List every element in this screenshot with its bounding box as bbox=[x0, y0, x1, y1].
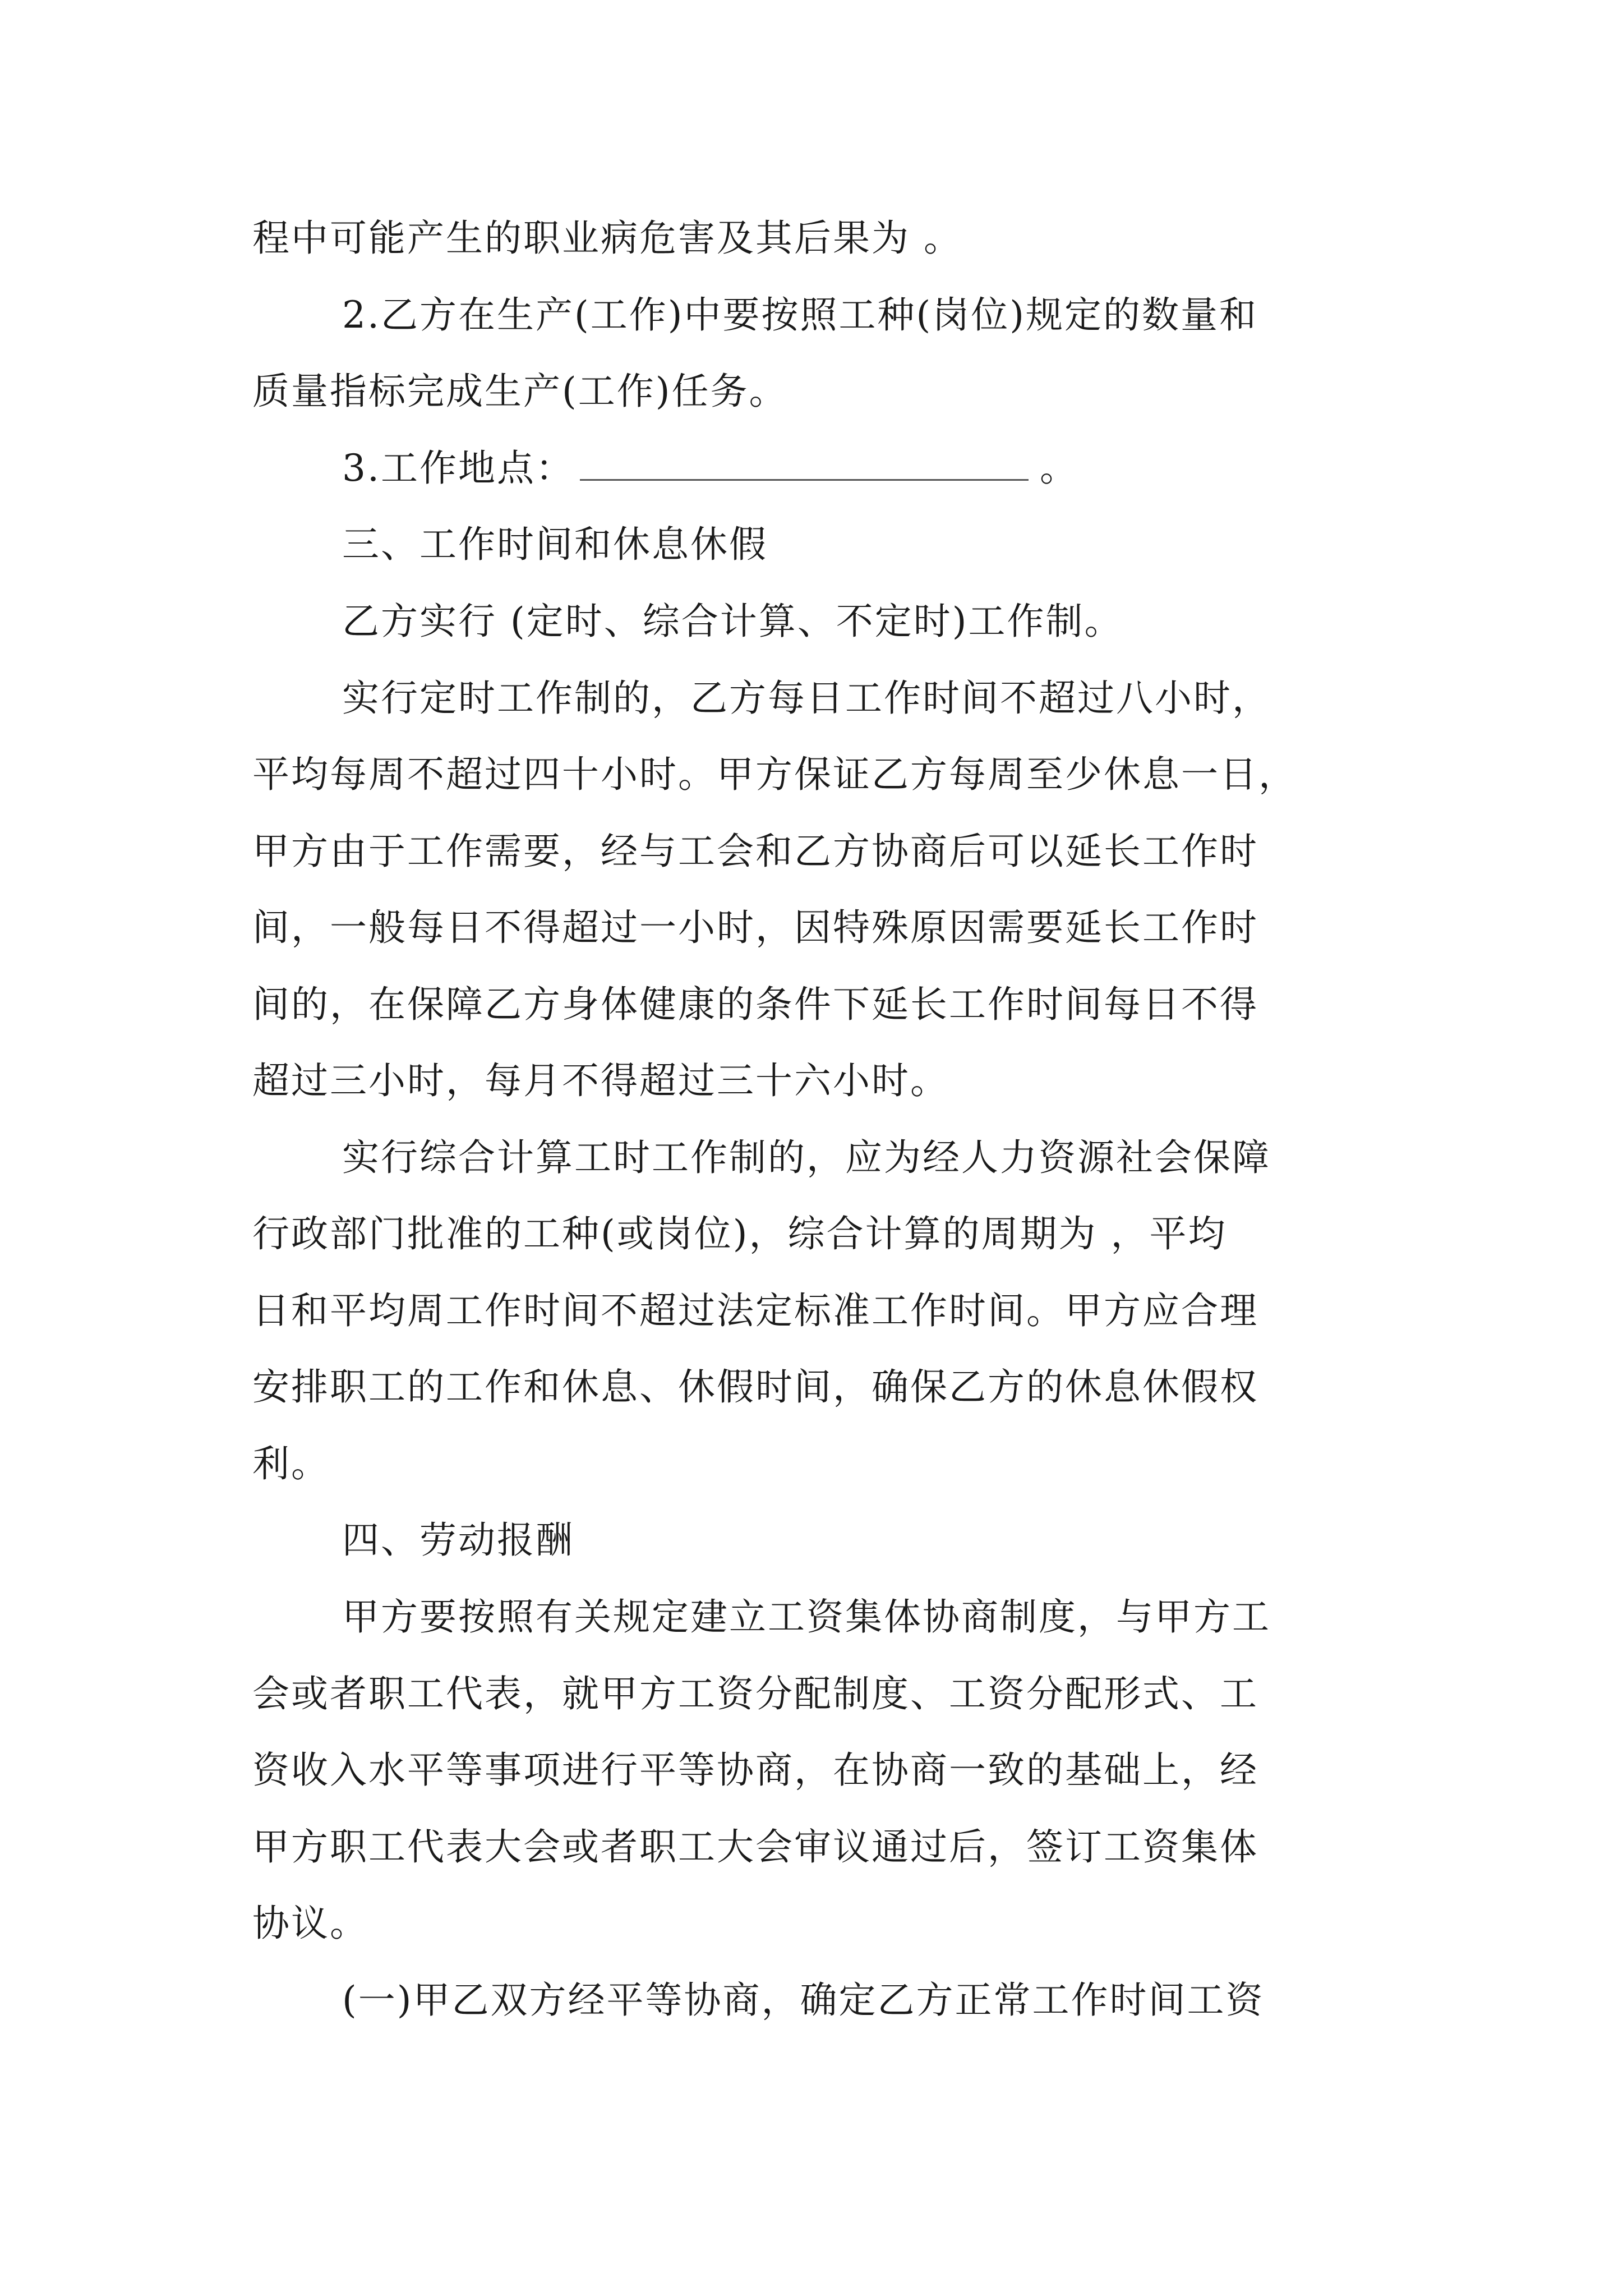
text-line: 利。 bbox=[252, 1442, 330, 1485]
text-line: 实行综合计算工时工作制的，应为经人力资源社会保障 bbox=[342, 1136, 1271, 1179]
text-line: 甲方要按照有关规定建立工资集体协商制度，与甲方工 bbox=[342, 1595, 1271, 1639]
text-line: 2.乙方在生产(工作)中要按照工种(岗位)规定的数量和 bbox=[342, 293, 1258, 337]
text-line: 间，一般每日不得超过一小时，因特殊原因需要延长工作时 bbox=[252, 906, 1258, 949]
text-line: 质量指标完成生产(工作)任务。 bbox=[252, 370, 788, 413]
text-line: 实行定时工作制的，乙方每日工作时间不超过八小时， bbox=[342, 677, 1271, 720]
text-line: 平均每周不超过四十小时。甲方保证乙方每周至少休息一日， bbox=[252, 753, 1297, 796]
work-location-line bbox=[342, 440, 1402, 496]
section-heading: 四、劳动报酬 bbox=[342, 1519, 574, 1562]
text-line: (一)甲乙双方经平等协商，确定乙方正常工作时间工资 bbox=[342, 1978, 1265, 2022]
text-line: 乙方实行 (定时、综合计算、不定时)工作制。 bbox=[342, 600, 1123, 643]
text-line: 行政部门批准的工种(或岗位)，综合计算的周期为 ，平均 bbox=[252, 1212, 1227, 1255]
work-location-label: 3.工作地点： bbox=[342, 447, 574, 490]
text-line: 甲方职工代表大会或者职工大会审议通过后，签订工资集体 bbox=[252, 1825, 1258, 1869]
work-location-blank bbox=[580, 445, 1029, 481]
text-line: 超过三小时，每月不得超过三十六小时。 bbox=[252, 1059, 949, 1102]
text-line: 资收入水平等事项进行平等协商，在协商一致的基础上，经 bbox=[252, 1749, 1258, 1792]
text-line: 协议。 bbox=[252, 1902, 368, 1945]
text-line: 甲方由于工作需要，经与工会和乙方协商后可以延长工作时 bbox=[252, 830, 1258, 873]
text-line: 程中可能产生的职业病危害及其后果为 。 bbox=[252, 217, 962, 260]
text-line: 日和平均周工作时间不超过法定标准工作时间。甲方应合理 bbox=[252, 1289, 1258, 1332]
work-location-period: 。 bbox=[1039, 447, 1078, 490]
text-line: 安排职工的工作和休息、休假时间，确保乙方的休息休假权 bbox=[252, 1365, 1258, 1409]
text-line: 间的，在保障乙方身体健康的条件下延长工作时间每日不得 bbox=[252, 983, 1258, 1026]
text-line: 会或者职工代表，就甲方工资分配制度、工资分配形式、工 bbox=[252, 1672, 1258, 1715]
section-heading: 三、工作时间和休息休假 bbox=[342, 523, 768, 566]
